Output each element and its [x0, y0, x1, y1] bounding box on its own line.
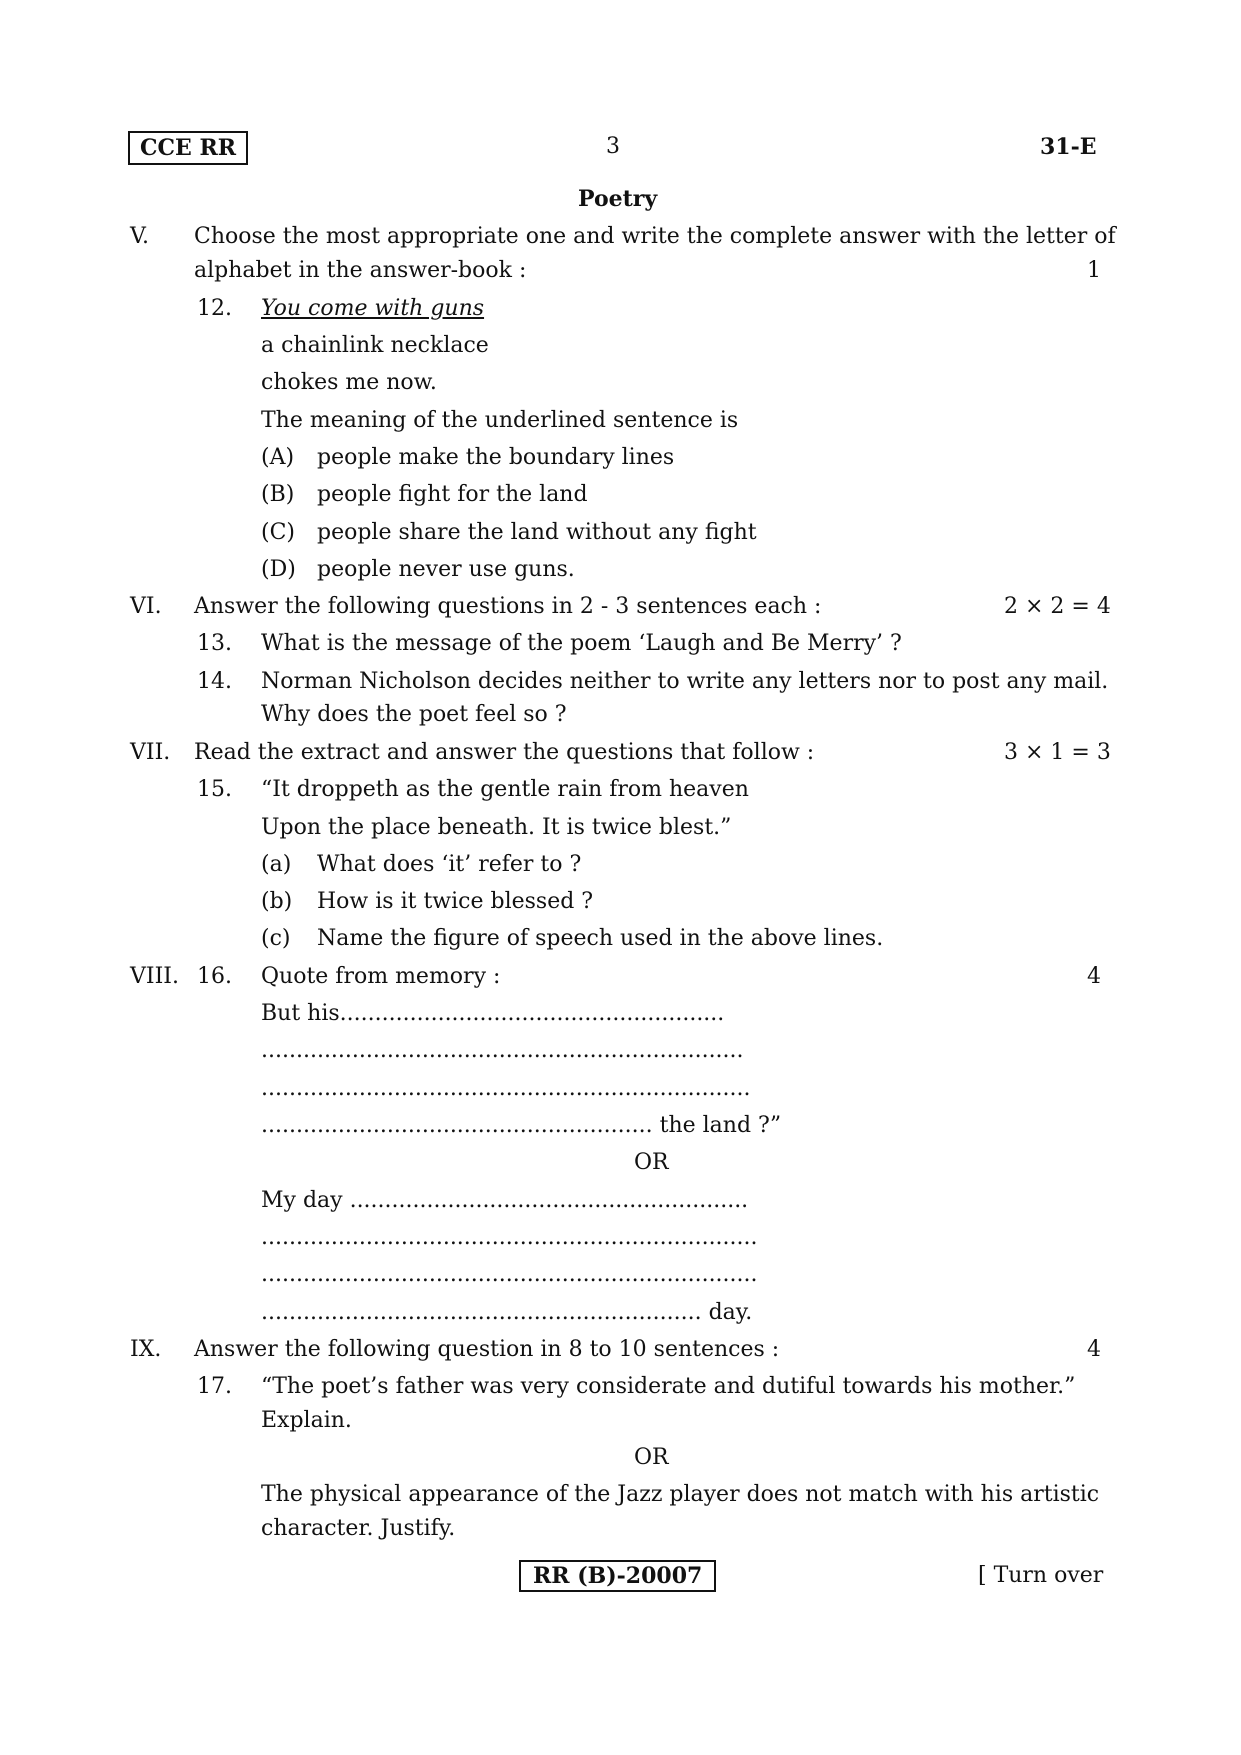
q5-marks: 1 — [1087, 258, 1101, 283]
q14-text-line2: Why does the poet feel so ? — [261, 702, 567, 727]
sub-letter: (c) — [261, 926, 291, 951]
q6-instruction: Answer the following questions in 2 - 3 sentences each : — [194, 594, 822, 619]
q5-roman: V. — [130, 224, 150, 249]
option-letter: (D) — [261, 557, 296, 582]
option-text: people make the boundary lines — [317, 445, 675, 470]
q17-a-line2: Explain. — [261, 1408, 352, 1433]
quote-line: ........................................................ the land ?” — [261, 1113, 782, 1138]
q12-number: 12. — [197, 296, 232, 321]
sub-question: Name the figure of speech used in the above lines. — [317, 926, 884, 951]
q15-extract-line: Upon the place beneath. It is twice blest.” — [261, 815, 732, 840]
turn-over: [ Turn over — [978, 1563, 1104, 1588]
q6-roman: VI. — [130, 594, 162, 619]
q6-marks: 2 × 2 = 4 — [1004, 594, 1111, 619]
q16-number: 16. — [197, 964, 232, 989]
quote-line: ....................................................................... — [261, 1262, 758, 1287]
or-separator: OR — [634, 1150, 669, 1175]
q15-number: 15. — [197, 777, 232, 802]
q15-extract-line: “It droppeth as the gentle rain from heaven — [261, 777, 749, 802]
option-letter: (C) — [261, 520, 295, 545]
q13-text: What is the message of the poem ‘Laugh and Be Merry’ ? — [261, 631, 902, 656]
q7-marks: 3 × 1 = 3 — [1004, 740, 1111, 765]
q17-number: 17. — [197, 1374, 232, 1399]
q9-roman: IX. — [130, 1337, 162, 1362]
q5-instruction-line1: Choose the most appropriate one and write the complete answer with the letter of — [194, 224, 1116, 249]
sub-letter: (a) — [261, 852, 292, 877]
q12-stem: The meaning of the underlined sentence is — [261, 408, 739, 433]
q12-poem-line-underlined: You come with guns — [261, 296, 485, 321]
q12-poem-line: chokes me now. — [261, 370, 437, 395]
q5-instruction-line2: alphabet in the answer-book : — [194, 258, 527, 283]
q8-marks: 4 — [1087, 964, 1101, 989]
sub-question: What does ‘it’ refer to ? — [317, 852, 582, 877]
option-text: people never use guns. — [317, 557, 575, 582]
footer-code-box: RR (B)-20007 — [519, 1560, 716, 1592]
q17-a-line1: “The poet’s father was very considerate and dutiful towards his mother.” — [261, 1374, 1076, 1399]
q14-number: 14. — [197, 669, 232, 694]
q14-text-line1: Norman Nicholson decides neither to write any letters nor to post any mail. — [261, 669, 1109, 694]
q7-roman: VII. — [130, 740, 171, 765]
q16-instruction: Quote from memory : — [261, 964, 501, 989]
q9-instruction: Answer the following question in 8 to 10 sentences : — [194, 1337, 780, 1362]
q12-poem-line: a chainlink necklace — [261, 333, 489, 358]
paper-code-box: CCE RR — [128, 131, 248, 165]
q13-number: 13. — [197, 631, 232, 656]
subject-code: 31-E — [1040, 134, 1097, 160]
quote-line: But his....................................................... — [261, 1001, 725, 1026]
option-text: people fight for the land — [317, 482, 588, 507]
sub-question: How is it twice blessed ? — [317, 889, 594, 914]
q17-b-line2: character. Justify. — [261, 1516, 456, 1541]
q17-b-line1: The physical appearance of the Jazz player does not match with his artistic — [261, 1482, 1100, 1507]
option-letter: (A) — [261, 445, 295, 470]
quote-line: ...................................................................... — [261, 1076, 751, 1101]
option-text: people share the land without any fight — [317, 520, 757, 545]
quote-line: ..................................................................... — [261, 1038, 744, 1063]
q7-instruction: Read the extract and answer the questions that follow : — [194, 740, 815, 765]
q9-marks: 4 — [1087, 1337, 1101, 1362]
page-number: 3 — [606, 134, 620, 159]
q8-roman: VIII. — [130, 964, 179, 989]
or-separator: OR — [634, 1445, 669, 1470]
quote-line: My day ......................................................... — [261, 1188, 749, 1213]
quote-line: ....................................................................... — [261, 1225, 758, 1250]
section-title: Poetry — [578, 186, 658, 212]
quote-line: ............................................................... day. — [261, 1300, 753, 1325]
option-letter: (B) — [261, 482, 295, 507]
sub-letter: (b) — [261, 889, 293, 914]
